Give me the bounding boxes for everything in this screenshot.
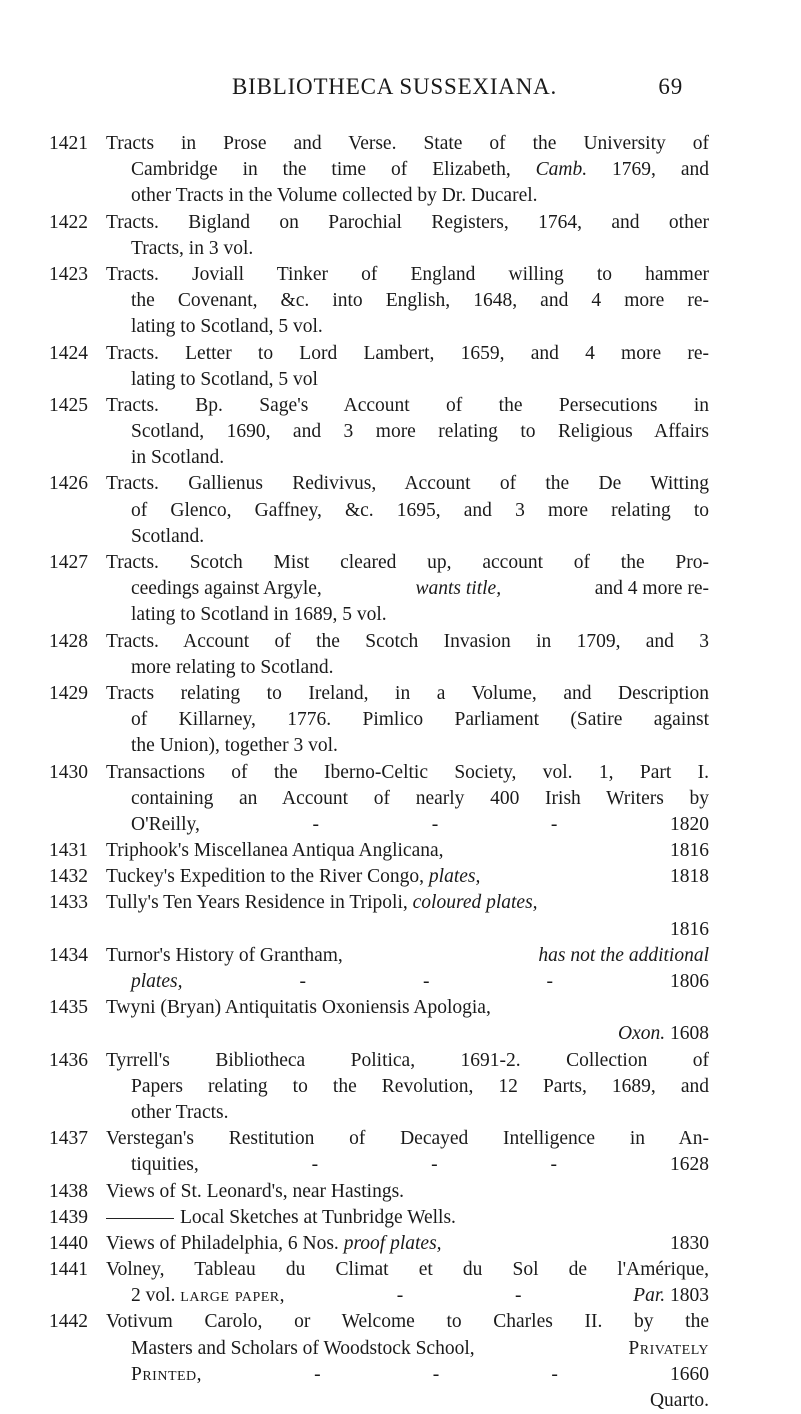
lot-number: 1426 xyxy=(49,473,88,495)
entry-text xyxy=(633,1283,709,1309)
running-header xyxy=(0,74,801,108)
entry-text: Local Sketches at Tunbridge Wells. xyxy=(180,1206,456,1228)
entry-line xyxy=(0,864,709,890)
leader-dash: - xyxy=(432,1363,440,1385)
entry-line: Twyni (Bryan) Antiquitatis Oxoniensis Apologia, xyxy=(106,997,491,1019)
lot-number: 1436 xyxy=(49,1049,88,1071)
leader-dash: - xyxy=(311,1154,319,1176)
entry-italic: has not the additional xyxy=(538,944,709,966)
entry-line: Tyrrell's Bibliotheca Politica, 1691-2. Collection of xyxy=(106,1049,709,1071)
catalogue-entry xyxy=(0,1048,801,1127)
lot-number: 1432 xyxy=(49,866,88,888)
lot-number: 1440 xyxy=(49,1232,88,1254)
entry-line xyxy=(0,838,709,864)
entry-line: the Union), together 3 vol. xyxy=(131,735,338,757)
entry-line xyxy=(0,1231,709,1257)
catalogue-entry xyxy=(0,1126,801,1178)
entry-line: lating to Scotland in 1689, 5 vol. xyxy=(131,604,387,626)
entry-date: 1806 xyxy=(669,971,709,992)
entry-italic: wants title, xyxy=(415,578,502,600)
entry-line: Tracts relating to Ireland, in a Volume, and Description xyxy=(106,682,709,704)
catalogue-entry xyxy=(0,681,801,760)
lot-number: 1422 xyxy=(49,211,88,233)
entry-line: in Scotland. xyxy=(131,447,225,469)
entry-line: other Tracts. xyxy=(131,1101,229,1123)
entry-line xyxy=(0,969,709,995)
lot-number: 1442 xyxy=(49,1311,88,1333)
catalogue-entry xyxy=(0,1257,801,1309)
entry-text: and 4 more re- xyxy=(594,578,709,600)
entry-italic: proof plates, xyxy=(343,1232,442,1254)
entry-line: Tracts in Prose and Verse. State of the University of xyxy=(106,133,709,154)
running-title: BIBLIOTHECA SUSSEXIANA. xyxy=(232,74,558,99)
lot-number: 1433 xyxy=(49,892,88,914)
lot-number: 1425 xyxy=(49,394,88,416)
entry-date: 1816 xyxy=(670,840,709,862)
catalogue-entry xyxy=(0,131,801,210)
catalogue-entry xyxy=(0,1309,801,1388)
catalogue-entry xyxy=(0,210,801,262)
catalogue-entry xyxy=(0,943,801,995)
leader-dash: - xyxy=(312,813,320,835)
entry-italic: Par. xyxy=(633,1285,666,1307)
entry-text: Turnor's History of Grantham, xyxy=(106,944,343,966)
entry-smallcaps: Privately xyxy=(628,1337,709,1359)
entry-line: of Glenco, Gaffney, &c. 1695, and 3 more relating to xyxy=(131,499,709,521)
entry-text: ceedings against Argyle, xyxy=(131,578,322,600)
entry-date: 1660 xyxy=(669,1363,709,1385)
entry-italic: Oxon. xyxy=(618,1023,666,1045)
entry-line: containing an Account of nearly 400 Irish Writers by xyxy=(131,787,709,809)
catalogue-entry xyxy=(0,838,801,864)
catchword: Quarto. xyxy=(649,1390,709,1411)
entry-line: other Tracts in the Volume collected by Dr. Ducarel. xyxy=(131,185,538,207)
entry-line xyxy=(0,157,709,183)
lot-number: 1427 xyxy=(49,552,88,573)
entry-smallcaps: large paper, xyxy=(180,1285,285,1307)
leader-dash: - xyxy=(299,971,306,992)
page-number: 69 xyxy=(658,74,683,99)
entry-line xyxy=(0,1205,709,1231)
leader-dash: - xyxy=(431,813,439,835)
entry-text: 1769, and xyxy=(587,159,709,181)
ditto-rule xyxy=(106,1218,174,1219)
entry-date: 1628 xyxy=(669,1154,709,1176)
lot-number: 1439 xyxy=(49,1206,88,1228)
lot-number: 1429 xyxy=(49,682,88,704)
entry-line xyxy=(0,812,709,838)
entry-line xyxy=(0,890,709,916)
catalogue-entry xyxy=(0,760,801,839)
entry-date: 1818 xyxy=(670,866,709,888)
lot-number: 1431 xyxy=(49,840,88,862)
entry-text xyxy=(106,1231,442,1257)
lot-number: 1423 xyxy=(49,263,88,285)
entry-text: Triphook's Miscellanea Antiqua Anglicana, xyxy=(106,840,444,862)
catalogue-entry xyxy=(0,341,801,393)
catalogue-entry xyxy=(0,629,801,681)
entry-line xyxy=(0,576,709,602)
lot-number: 1441 xyxy=(49,1259,88,1281)
catalogue-entry xyxy=(0,995,801,1047)
entry-date: 1830 xyxy=(670,1232,709,1254)
entry-text: Cambridge in the time of Elizabeth, xyxy=(131,159,536,181)
entry-text: Views of Philadelphia, 6 Nos. xyxy=(106,1232,339,1254)
entry-line: Votivum Carolo, or Welcome to Charles II. by the xyxy=(106,1311,709,1333)
lot-number: 1424 xyxy=(49,342,88,364)
entry-line: more relating to Scotland. xyxy=(131,656,334,678)
entry-line: Scotland. xyxy=(131,525,205,547)
entry-line: lating to Scotland, 5 vol xyxy=(131,368,318,390)
entry-italic: coloured plates, xyxy=(412,892,538,914)
entry-italic: plates, xyxy=(428,866,481,888)
lot-number: 1435 xyxy=(49,997,88,1019)
entry-line xyxy=(0,1336,709,1362)
entry-line: Volney, Tableau du Climat et du Sol de l'Amérique, xyxy=(106,1259,709,1281)
leader-dash: - xyxy=(550,813,558,835)
entry-line: Scotland, 1690, and 3 more relating to Religious Affairs xyxy=(131,421,709,443)
lot-number: 1428 xyxy=(49,630,88,652)
entry-date: 1820 xyxy=(670,813,709,835)
entry-text: O'Reilly, xyxy=(131,813,200,835)
lot-number: 1421 xyxy=(49,133,88,154)
catchword-line xyxy=(0,1388,801,1414)
entry-line: the Covenant, &c. into English, 1648, and 4 more re- xyxy=(131,290,709,312)
entry-line xyxy=(0,1021,709,1047)
entry-text xyxy=(106,864,480,890)
entry-line xyxy=(0,943,709,969)
entry-line: Papers relating to the Revolution, 12 Parts, 1689, and xyxy=(131,1075,709,1097)
catalogue-entry xyxy=(0,1231,801,1257)
entry-italic: plates, xyxy=(131,971,183,992)
entry-line: 1816 xyxy=(670,918,709,940)
leader-dash: - xyxy=(514,1285,522,1307)
catalogue-entry xyxy=(0,393,801,472)
leader-dash: - xyxy=(550,1154,558,1176)
entry-line xyxy=(0,1283,709,1309)
lot-number: 1434 xyxy=(49,944,88,966)
catalogue-entry xyxy=(0,1179,801,1205)
leader-dash: - xyxy=(314,1363,321,1385)
entry-line: Tracts. Bigland on Parochial Registers, 1764, and other xyxy=(106,211,709,233)
leader-dash: - xyxy=(422,971,430,992)
catalogue-entries xyxy=(0,131,801,1414)
catalogue-entry xyxy=(0,262,801,341)
lot-number: 1437 xyxy=(49,1128,88,1150)
entry-text: 2 vol. xyxy=(131,1285,176,1307)
lot-number: 1430 xyxy=(49,761,88,783)
leader-dash: - xyxy=(431,1154,438,1176)
entry-line: Tracts. Account of the Scotch Invasion in 1709, and 3 xyxy=(106,630,709,652)
entry-text: Masters and Scholars of Woodstock School, xyxy=(131,1337,475,1359)
catalogue-entry xyxy=(0,864,801,890)
leader-dash: - xyxy=(551,1363,558,1385)
entry-text: tiquities, xyxy=(131,1154,199,1176)
entry-line: Tracts. Scotch Mist cleared up, account of the Pro- xyxy=(106,552,709,573)
catalogue-entry xyxy=(0,550,801,629)
entry-date: 1608 xyxy=(670,1023,709,1045)
entry-text xyxy=(131,1283,285,1309)
entry-text: Tuckey's Expedition to the River Congo, xyxy=(106,866,425,888)
entry-line xyxy=(0,1362,709,1388)
entry-smallcaps: Printed, xyxy=(131,1363,203,1385)
entry-line: Tracts. Letter to Lord Lambert, 1659, and 4 more re- xyxy=(106,342,709,364)
catalogue-entry xyxy=(0,1205,801,1231)
lot-number: 1438 xyxy=(49,1180,88,1202)
entry-line: Tracts. Bp. Sage's Account of the Persecutions in xyxy=(106,394,709,416)
entry-line: Tracts, in 3 vol. xyxy=(131,237,254,259)
entry-line: lating to Scotland, 5 vol. xyxy=(131,316,323,338)
entry-line: Tracts. Gallienus Redivivus, Account of the De Witting xyxy=(106,473,709,495)
entry-line: Transactions of the Iberno-Celtic Society, vol. 1, Part I. xyxy=(106,761,709,783)
leader-dash: - xyxy=(546,971,553,992)
entry-italic: Camb. xyxy=(535,159,588,181)
entry-line: of Killarney, 1776. Pimlico Parliament (Satire against xyxy=(131,709,709,731)
entry-line xyxy=(0,1152,709,1178)
entry-line: Views of St. Leonard's, near Hastings. xyxy=(106,1180,405,1202)
entry-text: Tully's Ten Years Residence in Tripoli, xyxy=(106,892,408,914)
leader-dash: - xyxy=(396,1285,404,1307)
entry-line: Verstegan's Restitution of Decayed Intelligence in An- xyxy=(106,1128,709,1150)
catalogue-entry xyxy=(0,471,801,550)
entry-date: 1803 xyxy=(670,1285,709,1307)
catalogue-entry xyxy=(0,890,801,942)
entry-line: Tracts. Joviall Tinker of England willing to hammer xyxy=(106,263,709,285)
